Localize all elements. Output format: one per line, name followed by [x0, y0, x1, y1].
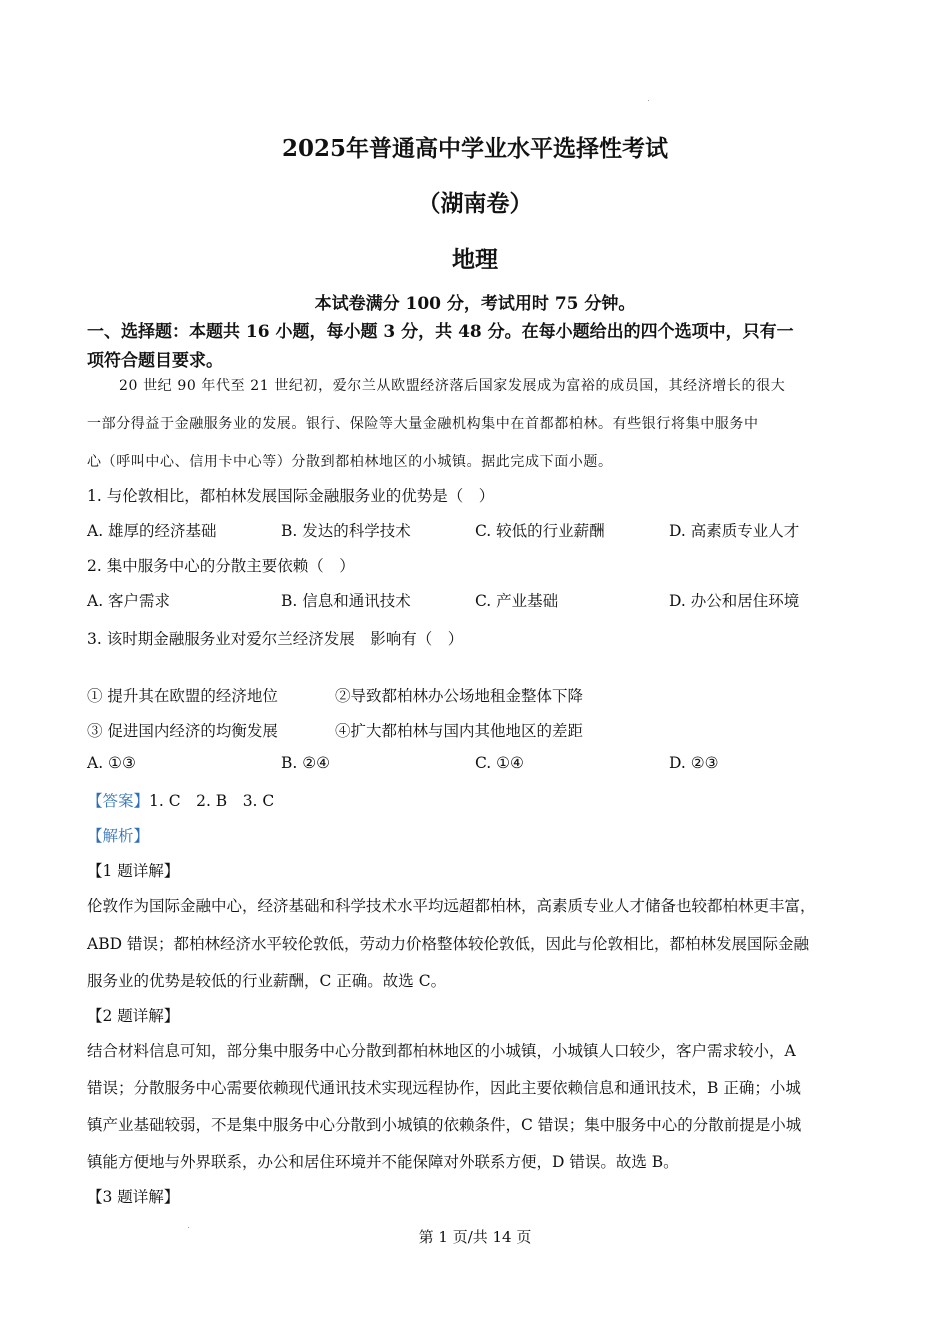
page-number: 第 1 页/共 14 页 [418, 1228, 532, 1246]
analysis-label: 【解析】 [87, 827, 150, 845]
q2-analysis-line-2: 错误；分散服务中心需要依赖现代通讯技术实现远程协作，因此主要依赖信息和通讯技术，B 正确；小城 [87, 1079, 801, 1097]
question-3-statement-1: ① 提升其在欧盟的经济地位 [87, 687, 278, 705]
question-3-option-b: B. ②④ [281, 754, 331, 772]
question-1-option-c: C. 较低的行业薪酬 [475, 522, 605, 540]
scan-speck [188, 1227, 189, 1228]
question-3-option-d: D. ②③ [669, 754, 719, 772]
question-3-stem: 3. 该时期金融服务业对爱尔兰经济发展 影响有（ ） [87, 630, 464, 648]
question-3-statement-3: ③ 促进国内经济的均衡发展 [87, 722, 278, 740]
section-heading-line-2: 项符合题目要求。 [87, 351, 223, 371]
question-1-option-d: D. 高素质专业人才 [669, 522, 800, 540]
scan-speck [648, 100, 649, 101]
question-2-option-d: D. 办公和居住环境 [669, 592, 800, 610]
exam-note: 本试卷满分 100 分，考试用时 75 分钟。 [314, 294, 636, 314]
question-2-option-b: B. 信息和通讯技术 [281, 592, 411, 610]
question-1-option-a: A. 雄厚的经济基础 [87, 522, 217, 540]
answer-line [87, 789, 274, 811]
question-2-stem: 2. 集中服务中心的分散主要依赖（ ） [87, 557, 355, 575]
q3-analysis-label: 【3 题详解】 [87, 1188, 180, 1206]
section-heading-line-1: 一、选择题：本题共 16 小题，每小题 3 分，共 48 分。在每小题给出的四个选项中，只有一 [87, 322, 794, 342]
question-3-option-a: A. ①③ [87, 754, 136, 772]
answer-text: 1. C 2. B 3. C [149, 792, 275, 810]
q1-analysis-line-3: 服务业的优势是较低的行业薪酬，C 正确。故选 C。 [87, 972, 447, 990]
q2-analysis-line-1: 结合材料信息可知，部分集中服务中心分散到都柏林地区的小城镇，小城镇人口较少，客户需求较小，A [87, 1042, 796, 1060]
subject-title: 地理 [452, 246, 498, 273]
exam-region: （湖南卷） [417, 190, 533, 217]
question-2-option-c: C. 产业基础 [475, 592, 559, 610]
q1-analysis-label: 【1 题详解】 [87, 862, 180, 880]
question-1-option-b: B. 发达的科学技术 [281, 522, 411, 540]
q2-analysis-line-4: 镇能方便地与外界联系，办公和居住环境并不能保障对外联系方便，D 错误。故选 B。 [87, 1153, 679, 1171]
answer-label: 【答案】 [87, 792, 150, 810]
q2-analysis-line-3: 镇产业基础较弱，不是集中服务中心分散到小城镇的依赖条件，C 错误；集中服务中心的分散前提是小城 [87, 1116, 802, 1134]
passage-line-2: 一部分得益于金融服务业的发展。银行、保险等大量金融机构集中在首都都柏林。有些银行将集中服务中 [87, 416, 759, 432]
q1-analysis-line-1: 伦敦作为国际金融中心，经济基础和科学技术水平均远超都柏林，高素质专业人才储备也较都柏林更丰富， [87, 897, 816, 915]
exam-title: 2025年普通高中学业水平选择性考试 [281, 135, 668, 162]
question-3-statement-4: ④扩大都柏林与国内其他地区的差距 [335, 722, 584, 740]
passage-line-3: 心（呼叫中心、信用卡中心等）分散到都柏林地区的小城镇。据此完成下面小题。 [87, 454, 613, 470]
question-3-option-c: C. ①④ [475, 754, 524, 772]
question-2-option-a: A. 客户需求 [87, 592, 171, 610]
q1-analysis-line-2: ABD 错误；都柏林经济水平较伦敦低，劳动力价格整体较伦敦低，因此与伦敦相比，都柏林发展国际金融 [87, 935, 809, 953]
passage-line-1: 20 世纪 90 年代至 21 世纪初，爱尔兰从欧盟经济落后国家发展成为富裕的成员国，其经济增长的很大 [119, 378, 786, 394]
question-1-stem: 1. 与伦敦相比，都柏林发展国际金融服务业的优势是（ ） [87, 487, 495, 505]
question-3-statement-2: ②导致都柏林办公场地租金整体下降 [335, 687, 584, 705]
q2-analysis-label: 【2 题详解】 [87, 1007, 180, 1025]
